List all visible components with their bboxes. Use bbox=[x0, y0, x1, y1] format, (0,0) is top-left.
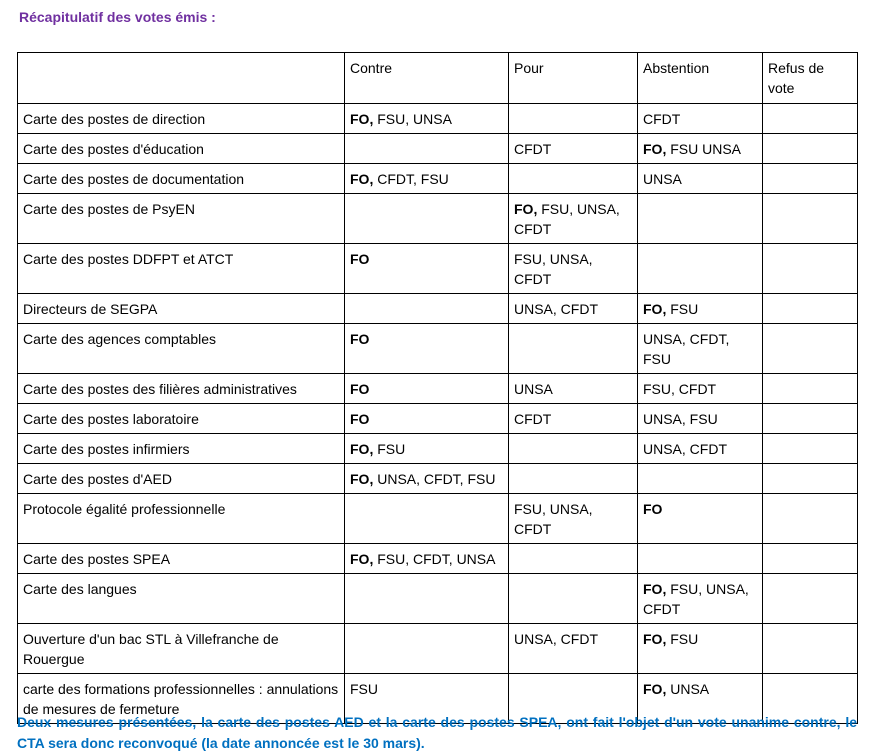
cell-refus bbox=[763, 544, 858, 574]
union-list: UNSA, CFDT bbox=[514, 301, 598, 317]
union-bold: FO, bbox=[350, 441, 374, 457]
union-list: FSU, UNSA, CFDT bbox=[514, 501, 593, 537]
union-list: FSU, UNSA, CFDT bbox=[643, 581, 749, 617]
cell-abstention bbox=[638, 164, 763, 194]
table-row bbox=[18, 404, 858, 434]
cell-measure-label: Carte des postes de PsyEN bbox=[18, 194, 345, 244]
union-bold: FO, bbox=[643, 301, 667, 317]
union-list: UNSA, FSU bbox=[643, 411, 718, 427]
cell-measure-label: Carte des postes SPEA bbox=[18, 544, 345, 574]
cell-pour bbox=[509, 464, 638, 494]
cell-measure-label: Carte des postes laboratoire bbox=[18, 404, 345, 434]
cell-abstention bbox=[638, 194, 763, 244]
cell-abstention bbox=[638, 404, 763, 434]
union-list: FSU bbox=[373, 441, 406, 457]
union-list: CFDT bbox=[514, 141, 552, 157]
cell-pour bbox=[509, 374, 638, 404]
cell-abstention bbox=[638, 624, 763, 674]
cell-abstention bbox=[638, 464, 763, 494]
table-row bbox=[18, 294, 858, 324]
cell-pour bbox=[509, 574, 638, 624]
cell-contre bbox=[345, 574, 509, 624]
union-bold: FO, bbox=[643, 581, 667, 597]
union-list: FSU bbox=[666, 631, 699, 647]
table-row bbox=[18, 574, 858, 624]
cell-contre bbox=[345, 294, 509, 324]
table-row bbox=[18, 194, 858, 244]
cell-pour bbox=[509, 244, 638, 294]
cell-contre bbox=[345, 134, 509, 164]
union-bold: FO bbox=[350, 331, 370, 347]
table-row bbox=[18, 464, 858, 494]
union-bold: FO, bbox=[350, 551, 374, 567]
union-list: UNSA bbox=[514, 381, 553, 397]
union-list: CFDT bbox=[643, 111, 681, 127]
union-bold: FO, bbox=[350, 111, 374, 127]
union-list: FSU bbox=[666, 301, 699, 317]
union-list: CFDT bbox=[514, 411, 552, 427]
cell-contre bbox=[345, 404, 509, 434]
union-bold: FO, bbox=[643, 681, 667, 697]
union-list: FSU, UNSA, CFDT bbox=[514, 201, 620, 237]
union-list: UNSA, CFDT, FSU bbox=[643, 331, 730, 367]
union-list: UNSA, CFDT bbox=[514, 631, 598, 647]
header-cell-refus: Refus de vote bbox=[763, 53, 858, 104]
cell-refus bbox=[763, 104, 858, 134]
cell-refus bbox=[763, 494, 858, 544]
union-bold: FO bbox=[350, 251, 370, 267]
cell-contre bbox=[345, 624, 509, 674]
cell-abstention bbox=[638, 324, 763, 374]
cell-pour bbox=[509, 404, 638, 434]
cell-contre bbox=[345, 164, 509, 194]
cell-measure-label: Protocole égalité professionnelle bbox=[18, 494, 345, 544]
cell-abstention bbox=[638, 434, 763, 464]
cell-contre bbox=[345, 324, 509, 374]
table-row bbox=[18, 134, 858, 164]
cell-measure-label: Carte des agences comptables bbox=[18, 324, 345, 374]
cell-abstention bbox=[638, 544, 763, 574]
table-row bbox=[18, 544, 858, 574]
cell-measure-label: Carte des postes DDFPT et ATCT bbox=[18, 244, 345, 294]
page-title: Récapitulatif des votes émis : bbox=[19, 9, 216, 25]
cell-refus bbox=[763, 404, 858, 434]
cell-abstention bbox=[638, 294, 763, 324]
cell-abstention bbox=[638, 494, 763, 544]
cell-pour bbox=[509, 164, 638, 194]
union-list: CFDT, FSU bbox=[373, 171, 449, 187]
cell-measure-label: Carte des langues bbox=[18, 574, 345, 624]
cell-refus bbox=[763, 194, 858, 244]
cell-refus bbox=[763, 294, 858, 324]
cell-pour bbox=[509, 134, 638, 164]
cell-abstention bbox=[638, 104, 763, 134]
cell-abstention bbox=[638, 134, 763, 164]
union-bold: FO, bbox=[350, 171, 374, 187]
cell-measure-label: carte des formations professionnelles : annulations de mesures de fermeture bbox=[18, 674, 345, 724]
cell-contre bbox=[345, 544, 509, 574]
union-list: UNSA bbox=[643, 171, 682, 187]
cell-pour bbox=[509, 104, 638, 134]
cell-measure-label: Carte des postes des filières administratives bbox=[18, 374, 345, 404]
summary-note: Deux mesures présentées, la carte des postes AED et la carte des postes SPEA, ont fait l'objet d'un vote unanime contre, le CTA sera donc reconvoqué (la date annoncée est le 30 mars). bbox=[17, 714, 857, 751]
votes-table bbox=[17, 52, 858, 724]
table-row bbox=[18, 324, 858, 374]
union-bold: FO bbox=[350, 411, 370, 427]
cell-refus bbox=[763, 434, 858, 464]
cell-measure-label: Carte des postes infirmiers bbox=[18, 434, 345, 464]
table-row bbox=[18, 244, 858, 294]
cell-refus bbox=[763, 464, 858, 494]
cell-contre bbox=[345, 374, 509, 404]
cell-contre bbox=[345, 194, 509, 244]
table-row bbox=[18, 164, 858, 194]
union-list: UNSA bbox=[666, 681, 710, 697]
union-list: FSU, CFDT bbox=[643, 381, 717, 397]
cell-abstention bbox=[638, 574, 763, 624]
cell-refus bbox=[763, 624, 858, 674]
union-list: FSU bbox=[350, 681, 378, 697]
table-header-row bbox=[18, 53, 858, 104]
cell-contre bbox=[345, 104, 509, 134]
cell-contre bbox=[345, 434, 509, 464]
union-bold: FO, bbox=[514, 201, 538, 217]
union-list: FSU, UNSA, CFDT bbox=[514, 251, 593, 287]
cell-pour bbox=[509, 194, 638, 244]
union-bold: FO bbox=[643, 501, 663, 517]
cell-pour bbox=[509, 294, 638, 324]
header-cell-abstention: Abstention bbox=[638, 53, 763, 104]
cell-measure-label: Carte des postes d'éducation bbox=[18, 134, 345, 164]
union-list: FSU UNSA bbox=[666, 141, 742, 157]
table-row bbox=[18, 494, 858, 544]
union-bold: FO bbox=[350, 381, 370, 397]
cell-measure-label: Carte des postes d'AED bbox=[18, 464, 345, 494]
table-row bbox=[18, 434, 858, 464]
cell-refus bbox=[763, 134, 858, 164]
cell-measure-label: Ouverture d'un bac STL à Villefranche de Rouergue bbox=[18, 624, 345, 674]
table-row bbox=[18, 624, 858, 674]
union-bold: FO, bbox=[350, 471, 374, 487]
table-row bbox=[18, 104, 858, 134]
cell-refus bbox=[763, 574, 858, 624]
header-cell-contre: Contre bbox=[345, 53, 509, 104]
table-row bbox=[18, 374, 858, 404]
cell-abstention bbox=[638, 244, 763, 294]
union-list: FSU, CFDT, UNSA bbox=[373, 551, 496, 567]
cell-pour bbox=[509, 494, 638, 544]
cell-measure-label: Carte des postes de documentation bbox=[18, 164, 345, 194]
union-bold: FO, bbox=[643, 141, 667, 157]
cell-contre bbox=[345, 244, 509, 294]
union-list: UNSA, CFDT, FSU bbox=[373, 471, 496, 487]
cell-contre bbox=[345, 464, 509, 494]
cell-pour bbox=[509, 324, 638, 374]
cell-abstention bbox=[638, 374, 763, 404]
cell-measure-label: Carte des postes de direction bbox=[18, 104, 345, 134]
union-list: UNSA, CFDT bbox=[643, 441, 727, 457]
cell-refus bbox=[763, 244, 858, 294]
header-cell-label bbox=[18, 53, 345, 104]
cell-refus bbox=[763, 164, 858, 194]
union-list: FSU, UNSA bbox=[373, 111, 452, 127]
cell-pour bbox=[509, 624, 638, 674]
cell-pour bbox=[509, 434, 638, 464]
header-cell-pour: Pour bbox=[509, 53, 638, 104]
union-bold: FO, bbox=[643, 631, 667, 647]
cell-refus bbox=[763, 324, 858, 374]
cell-measure-label: Directeurs de SEGPA bbox=[18, 294, 345, 324]
cell-pour bbox=[509, 544, 638, 574]
cell-contre bbox=[345, 494, 509, 544]
cell-refus bbox=[763, 374, 858, 404]
